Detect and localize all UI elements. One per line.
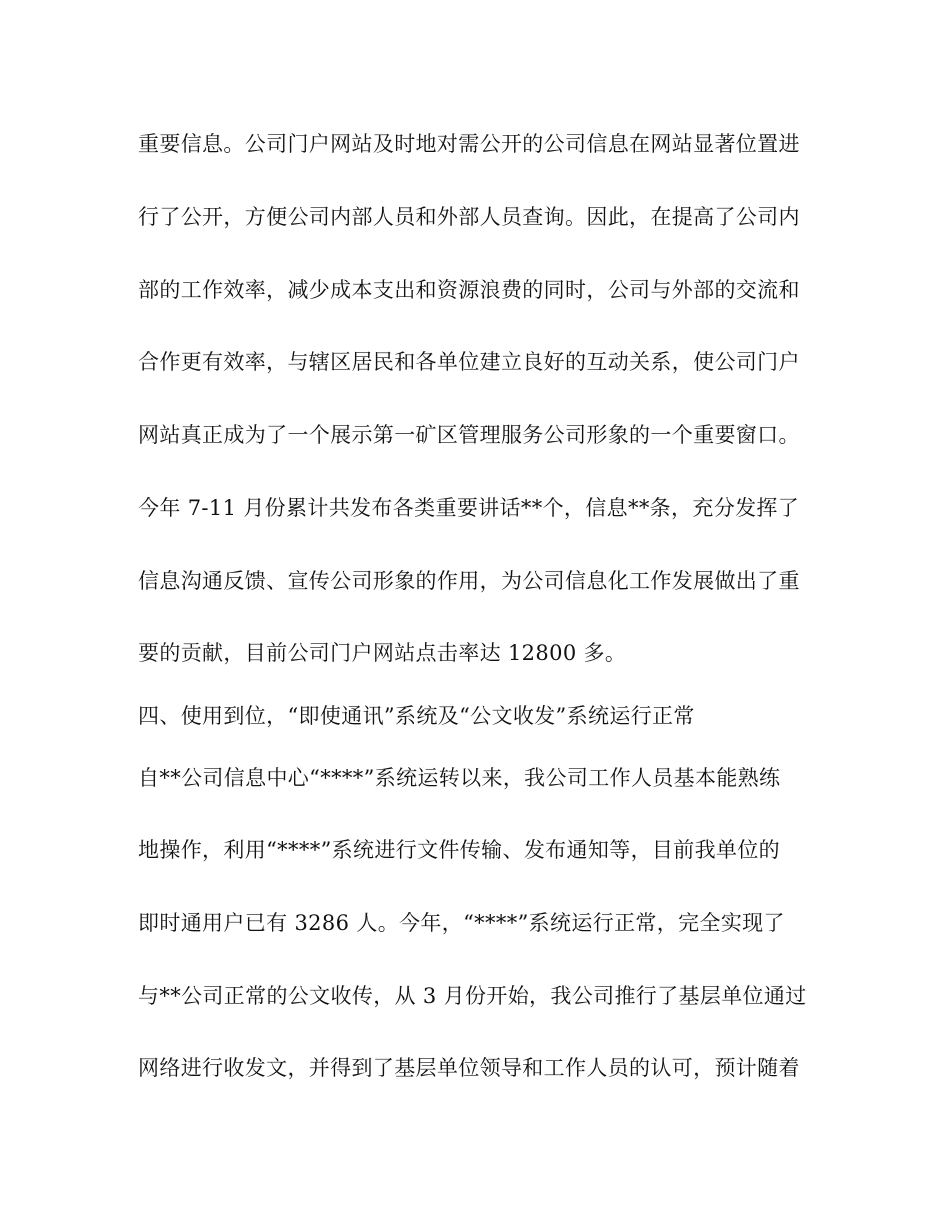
paragraph-line: 部的工作效率，减少成本支出和资源浪费的同时，公司与外部的交流和 xyxy=(138,278,800,302)
section-heading: 四、使用到位，“即使通讯”系统及“公文收发”系统运行正常 xyxy=(138,704,695,728)
paragraph-line: 即时通用户已有 3286 人。今年，“****”系统运行正常，完全实现了 xyxy=(138,911,785,935)
paragraph-line: 自**公司信息中心“****”系统运转以来，我公司工作人员基本能熟练 xyxy=(138,766,781,790)
paragraph-line: 合作更有效率，与辖区居民和各单位建立良好的互动关系，使公司门户 xyxy=(138,350,800,374)
paragraph-line: 与**公司正常的公文收传，从 3 月份开始，我公司推行了基层单位通过 xyxy=(138,984,807,1008)
paragraph-line: 行了公开，方便公司内部人员和外部人员查询。因此，在提高了公司内 xyxy=(138,205,800,229)
paragraph-line: 今年 7-11 月份累计共发布各类重要讲话**个，信息**条，充分发挥了 xyxy=(138,496,800,520)
paragraph-line: 信息沟通反馈、宣传公司形象的作用，为公司信息化工作发展做出了重 xyxy=(138,569,800,593)
paragraph-line: 网站真正成为了一个展示第一矿区管理服务公司形象的一个重要窗口。 xyxy=(138,423,800,447)
paragraph-line: 网络进行收发文，并得到了基层单位领导和工作人员的认可，预计随着 xyxy=(138,1056,800,1080)
paragraph-line: 地操作，利用“****”系统进行文件传输、发布通知等，目前我单位的 xyxy=(138,838,781,862)
paragraph-line: 要的贡献，目前公司门户网站点击率达 12800 多。 xyxy=(138,641,627,665)
paragraph-line: 重要信息。公司门户网站及时地对需公开的公司信息在网站显著位置进 xyxy=(138,132,800,156)
